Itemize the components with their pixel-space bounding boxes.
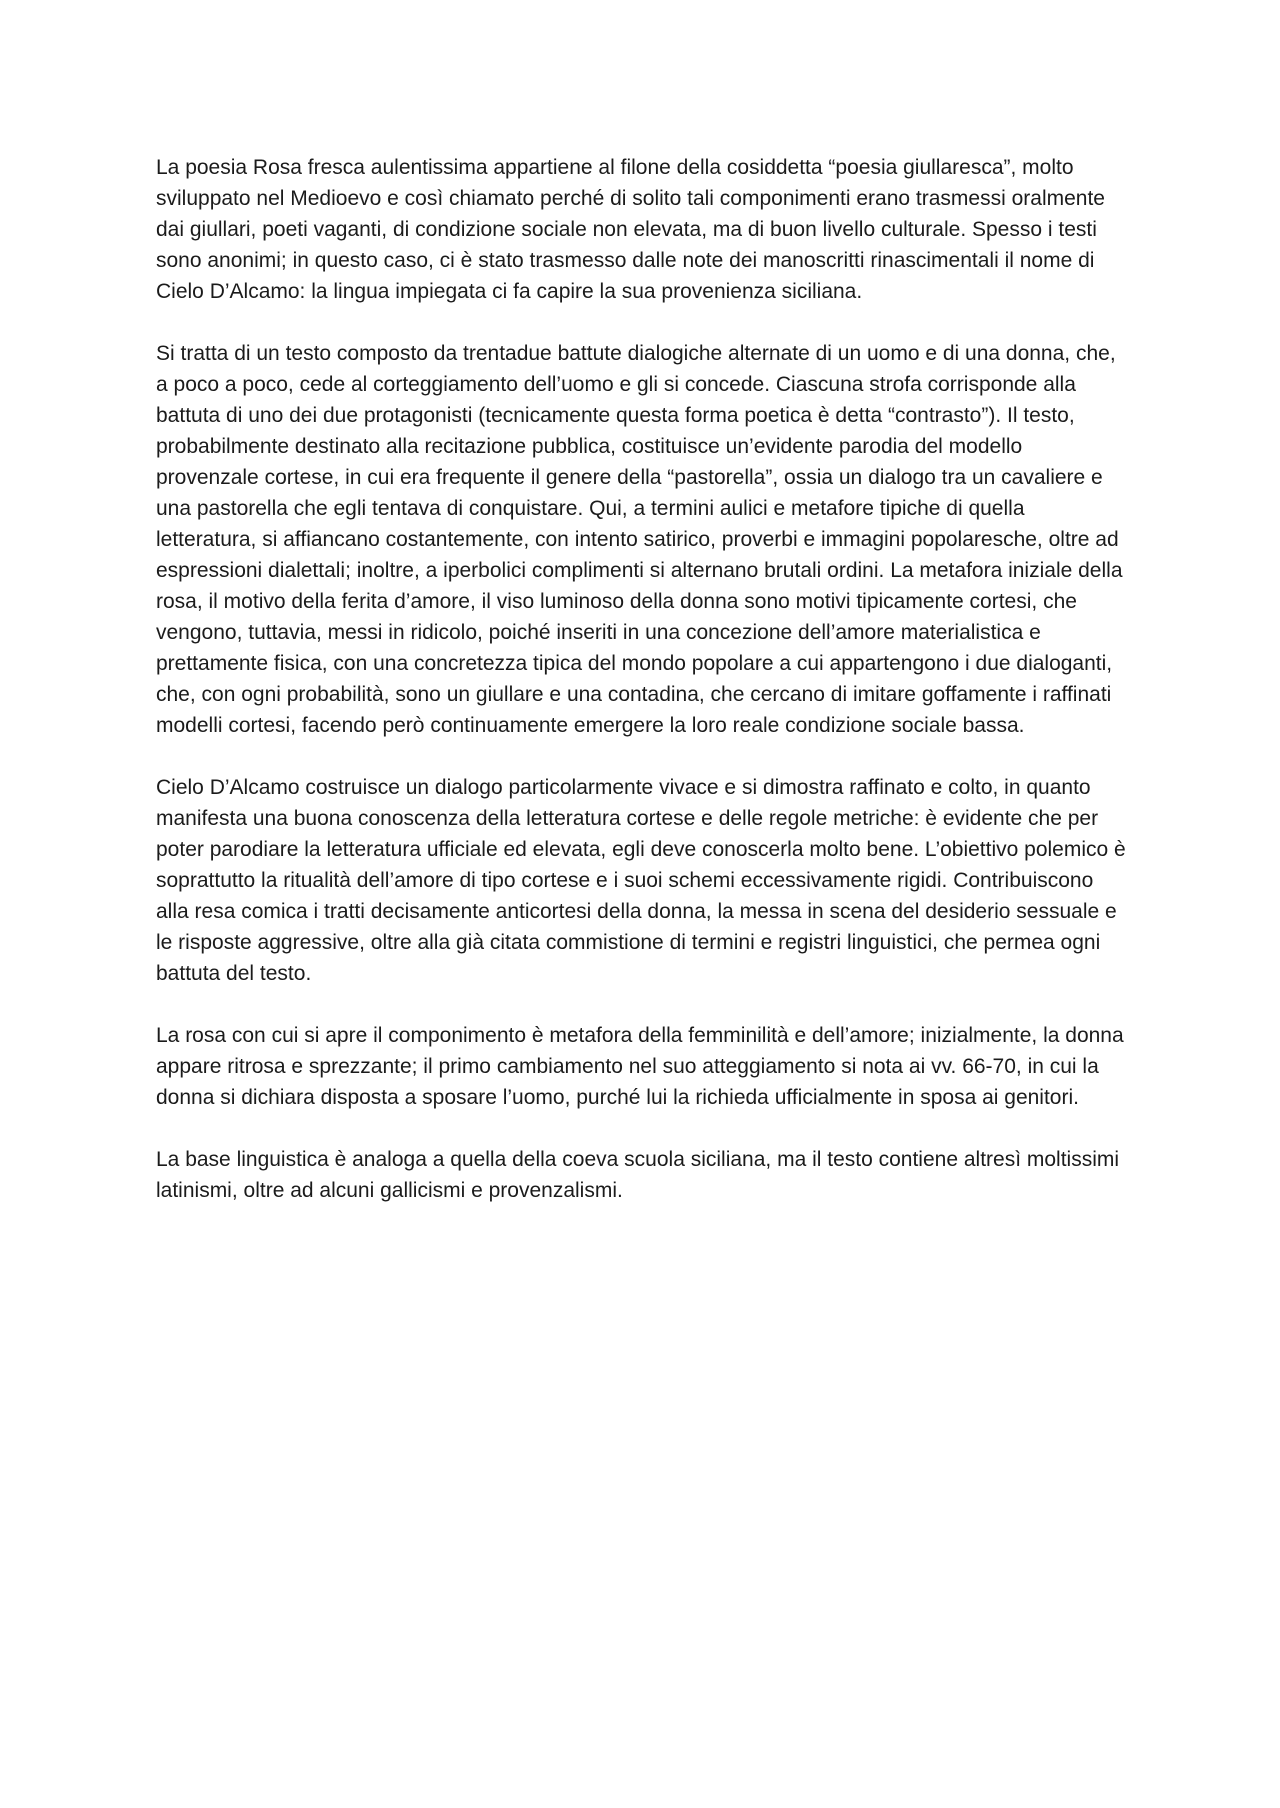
paragraph-intro: La poesia Rosa fresca aulentissima appartiene al filone della cosiddetta “poesia giullaresca”, molto sviluppato nel Medioevo e così chiamato perché di solito tali componimenti erano trasmessi oralmente dai giullari, poeti vaganti, di condizione sociale non elevata, ma di buon livello culturale. Spesso i testi sono anonimi; in questo caso, ci è stato trasmesso dalle note dei manoscritti rinascimentali il nome di Cielo D’Alcamo: la lingua impiegata ci fa capire la sua provenienza siciliana. [156,156,1105,303]
paragraph-language: La base linguistica è analoga a quella della coeva scuola siciliana, ma il testo contiene altresì moltissimi latinismi, oltre ad alcuni gallicismi e provenzalismi. [156,1148,1120,1202]
paragraph-structure: Si tratta di un testo composto da trentadue battute dialogiche alternate di un uomo e di una donna, che, a poco a poco, cede al corteggiamento dell’uomo e gli si concede. Ciascuna strofa corrisponde alla battuta di uno dei due protagonisti (tecnicamente questa forma poetica è detta “contrasto”). Il testo, probabilmente destinato alla recitazione pubblica, costituisce un’evidente parodia del modello provenzale cortese, in cui era frequente il genere della “pastorella”, ossia un dialogo tra un cavaliere e una pastorella che egli tentava di conquistare. Qui, a termini aulici e metafore tipiche di quella letteratura, si affiancano costantemente, con intento satirico, proverbi e immagini popolaresche, oltre ad espressioni dialettali; inoltre, a iperbolici complimenti si alternano brutali ordini. La metafora iniziale della rosa, il motivo della ferita d’amore, il viso luminoso della donna sono motivi tipicamente cortesi, che vengono, tuttavia, messi in ridicolo, poiché inseriti in una concezione dell’amore materialistica e prettamente fisica, con una concretezza tipica del mondo popolare a cui appartengono i due dialoganti, che, con ogni probabilità, sono un giullare e una contadina, che cercano di imitare goffamente i raffinati modelli cortesi, facendo però continuamente emergere la loro reale condizione sociale bassa. [156,342,1123,737]
paragraph-rose-metaphor: La rosa con cui si apre il componimento è metafora della femminilità e dell’amore; inizialmente, la donna appare ritrosa e sprezzante; il primo cambiamento nel suo atteggiamento si nota ai vv. 66-70, in cui la donna si dichiara disposta a sposare l’uomo, purché lui la richieda ufficialmente in sposa ai genitori. [156,1024,1124,1109]
paragraph-author: Cielo D’Alcamo costruisce un dialogo particolarmente vivace e si dimostra raffinato e colto, in quanto manifesta una buona conoscenza della letteratura cortese e delle regole metriche: è evidente che per poter parodiare la letteratura ufficiale ed elevata, egli deve conoscerla molto bene. L’obiettivo polemico è soprattutto la ritualità dell’amore di tipo cortese e i suoi schemi eccessivamente rigidi. Contribuiscono alla resa comica i tratti decisamente anticortesi della donna, la messa in scena del desiderio sessuale e le risposte aggressive, oltre alla già citata commistione di termini e registri linguistici, che permea ogni battuta del testo. [156,776,1126,985]
